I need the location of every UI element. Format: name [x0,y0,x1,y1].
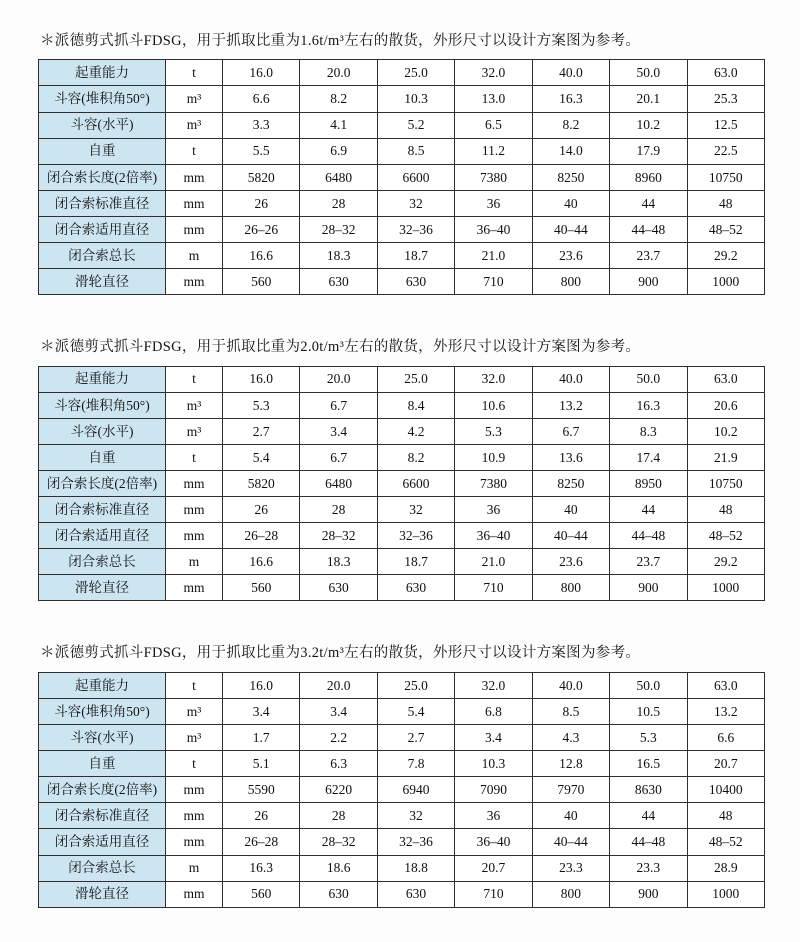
value-cell: 29.2 [687,243,764,269]
value-cell: 8960 [610,164,687,190]
value-cell: 5.4 [377,698,454,724]
value-cell: 14.0 [532,138,609,164]
value-cell: 18.7 [377,549,454,575]
row-unit-cell: m [166,243,223,269]
value-cell: 5820 [223,164,300,190]
value-cell: 36–40 [455,829,532,855]
value-cell: 900 [610,881,687,907]
value-cell: 630 [300,575,377,601]
value-cell: 28 [300,190,377,216]
value-cell: 21.0 [455,243,532,269]
value-cell: 40–44 [532,829,609,855]
value-cell: 26–28 [223,829,300,855]
value-cell: 8.3 [610,418,687,444]
value-cell: 44 [610,803,687,829]
value-cell: 25.0 [377,60,454,86]
table-row [39,216,765,242]
value-cell: 23.6 [532,549,609,575]
value-cell: 12.5 [687,112,764,138]
value-cell: 6480 [300,164,377,190]
row-unit-cell: t [166,366,223,392]
value-cell: 5.4 [223,444,300,470]
table-row [39,855,765,881]
row-unit-cell: m³ [166,86,223,112]
value-cell: 18.7 [377,243,454,269]
row-label-cell: 闭合索总长 [39,855,166,881]
row-label-cell: 滑轮直径 [39,881,166,907]
row-unit-cell: m³ [166,698,223,724]
table-row [39,698,765,724]
row-label-cell: 闭合索标准直径 [39,497,166,523]
value-cell: 18.8 [377,855,454,881]
value-cell: 26–28 [223,523,300,549]
value-cell: 21.9 [687,444,764,470]
value-cell: 1000 [687,575,764,601]
value-cell: 48 [687,190,764,216]
row-label-cell: 闭合索长度(2倍率) [39,164,166,190]
table-row [39,549,765,575]
table-title: ＊派德剪式抓斗FDSG，用于抓取比重为3.2t/m³左右的散货，外形尺寸以设计方案图为参考。 [40,645,641,662]
value-cell: 50.0 [610,60,687,86]
table-row [39,243,765,269]
value-cell: 630 [377,575,454,601]
table-row [39,672,765,698]
value-cell: 6480 [300,471,377,497]
value-cell: 25.0 [377,672,454,698]
row-label-cell: 闭合索适用直径 [39,216,166,242]
value-cell: 5.3 [223,392,300,418]
value-cell: 20.0 [300,672,377,698]
value-cell: 4.3 [532,725,609,751]
table-row [39,725,765,751]
value-cell: 8.4 [377,392,454,418]
value-cell: 22.5 [687,138,764,164]
row-label-cell: 闭合索总长 [39,243,166,269]
value-cell: 3.3 [223,112,300,138]
row-label-cell: 自重 [39,138,166,164]
value-cell: 26 [223,803,300,829]
value-cell: 63.0 [687,672,764,698]
value-cell: 7090 [455,777,532,803]
value-cell: 8950 [610,471,687,497]
row-label-cell: 闭合索标准直径 [39,803,166,829]
row-label-cell: 斗容(水平) [39,725,166,751]
row-unit-cell: t [166,60,223,86]
value-cell: 28–32 [300,216,377,242]
row-label-cell: 闭合索适用直径 [39,523,166,549]
value-cell: 25.3 [687,86,764,112]
row-label-cell: 滑轮直径 [39,575,166,601]
value-cell: 630 [377,881,454,907]
value-cell: 710 [455,575,532,601]
value-cell: 10400 [687,777,764,803]
value-cell: 6940 [377,777,454,803]
table-row [39,60,765,86]
value-cell: 16.3 [610,392,687,418]
value-cell: 5.5 [223,138,300,164]
value-cell: 6.6 [223,86,300,112]
value-cell: 40 [532,497,609,523]
value-cell: 7.8 [377,751,454,777]
row-unit-cell: m [166,855,223,881]
value-cell: 50.0 [610,366,687,392]
value-cell: 10.5 [610,698,687,724]
value-cell: 1000 [687,881,764,907]
value-cell: 8.2 [377,444,454,470]
row-unit-cell: mm [166,523,223,549]
row-unit-cell: mm [166,829,223,855]
value-cell: 48 [687,497,764,523]
row-label-cell: 闭合索适用直径 [39,829,166,855]
value-cell: 11.2 [455,138,532,164]
row-unit-cell: mm [166,216,223,242]
value-cell: 63.0 [687,366,764,392]
table-row [39,86,765,112]
value-cell: 32 [377,497,454,523]
value-cell: 900 [610,575,687,601]
value-cell: 7380 [455,471,532,497]
value-cell: 21.0 [455,549,532,575]
value-cell: 50.0 [610,672,687,698]
value-cell: 8630 [610,777,687,803]
row-label-cell: 起重能力 [39,672,166,698]
row-label-cell: 自重 [39,751,166,777]
table-row [39,190,765,216]
value-cell: 16.5 [610,751,687,777]
row-unit-cell: mm [166,164,223,190]
value-cell: 3.4 [455,725,532,751]
value-cell: 18.3 [300,243,377,269]
table-row [39,777,765,803]
value-cell: 8.5 [532,698,609,724]
table-title: ＊派德剪式抓斗FDSG，用于抓取比重为1.6t/m³左右的散货，外形尺寸以设计方案图为参考。 [40,33,641,49]
value-cell: 36 [455,803,532,829]
value-cell: 6.5 [455,112,532,138]
row-unit-cell: mm [166,575,223,601]
value-cell: 18.6 [300,855,377,881]
value-cell: 36 [455,497,532,523]
value-cell: 44–48 [610,523,687,549]
value-cell: 16.0 [223,60,300,86]
value-cell: 6.7 [300,392,377,418]
spec-table [38,366,765,602]
value-cell: 7380 [455,164,532,190]
value-cell: 25.0 [377,366,454,392]
value-cell: 1.7 [223,725,300,751]
value-cell: 44–48 [610,829,687,855]
table-row [39,497,765,523]
value-cell: 32–36 [377,216,454,242]
row-unit-cell: t [166,672,223,698]
value-cell: 800 [532,575,609,601]
value-cell: 32.0 [455,672,532,698]
table-row [39,366,765,392]
value-cell: 6.6 [687,725,764,751]
value-cell: 48–52 [687,523,764,549]
row-unit-cell: mm [166,190,223,216]
value-cell: 710 [455,269,532,295]
value-cell: 26 [223,497,300,523]
value-cell: 8250 [532,164,609,190]
row-unit-cell: m³ [166,725,223,751]
table-row [39,418,765,444]
row-unit-cell: t [166,444,223,470]
row-unit-cell: mm [166,471,223,497]
value-cell: 20.1 [610,86,687,112]
value-cell: 36–40 [455,523,532,549]
value-cell: 6220 [300,777,377,803]
row-unit-cell: mm [166,497,223,523]
value-cell: 12.8 [532,751,609,777]
value-cell: 10.3 [377,86,454,112]
value-cell: 560 [223,575,300,601]
row-label-cell: 闭合索长度(2倍率) [39,471,166,497]
value-cell: 40 [532,190,609,216]
table-row [39,881,765,907]
value-cell: 3.4 [300,698,377,724]
table-row [39,471,765,497]
value-cell: 16.3 [532,86,609,112]
value-cell: 3.4 [300,418,377,444]
value-cell: 28 [300,803,377,829]
row-unit-cell: mm [166,803,223,829]
table-row [39,164,765,190]
value-cell: 28 [300,497,377,523]
value-cell: 4.1 [300,112,377,138]
row-label-cell: 滑轮直径 [39,269,166,295]
table-row [39,112,765,138]
value-cell: 13.2 [687,698,764,724]
row-label-cell: 斗容(水平) [39,112,166,138]
value-cell: 630 [300,881,377,907]
value-cell: 8.2 [300,86,377,112]
spec-table-section-1 [38,33,765,295]
value-cell: 28–32 [300,523,377,549]
row-label-cell: 自重 [39,444,166,470]
value-cell: 44 [610,497,687,523]
value-cell: 36 [455,190,532,216]
value-cell: 10.9 [455,444,532,470]
table-row [39,751,765,777]
value-cell: 7970 [532,777,609,803]
row-label-cell: 斗容(水平) [39,418,166,444]
value-cell: 800 [532,269,609,295]
row-label-cell: 斗容(堆积角50°) [39,392,166,418]
value-cell: 26–26 [223,216,300,242]
spec-table-section-2 [38,339,765,601]
value-cell: 16.6 [223,549,300,575]
value-cell: 10.6 [455,392,532,418]
table-row [39,575,765,601]
row-label-cell: 闭合索总长 [39,549,166,575]
value-cell: 23.3 [532,855,609,881]
value-cell: 18.3 [300,549,377,575]
value-cell: 29.2 [687,549,764,575]
value-cell: 32–36 [377,523,454,549]
value-cell: 800 [532,881,609,907]
value-cell: 630 [300,269,377,295]
table-row [39,829,765,855]
value-cell: 16.0 [223,366,300,392]
value-cell: 16.6 [223,243,300,269]
value-cell: 17.4 [610,444,687,470]
value-cell: 63.0 [687,60,764,86]
value-cell: 40.0 [532,366,609,392]
value-cell: 5.2 [377,112,454,138]
row-unit-cell: t [166,751,223,777]
row-unit-cell: mm [166,269,223,295]
value-cell: 10750 [687,164,764,190]
value-cell: 20.7 [687,751,764,777]
value-cell: 5.3 [610,725,687,751]
value-cell: 23.6 [532,243,609,269]
value-cell: 5.1 [223,751,300,777]
value-cell: 2.2 [300,725,377,751]
value-cell: 560 [223,881,300,907]
value-cell: 16.0 [223,672,300,698]
row-unit-cell: mm [166,881,223,907]
value-cell: 6.9 [300,138,377,164]
table-row [39,803,765,829]
row-unit-cell: m³ [166,392,223,418]
value-cell: 40–44 [532,216,609,242]
value-cell: 20.0 [300,366,377,392]
value-cell: 6.7 [532,418,609,444]
value-cell: 13.0 [455,86,532,112]
value-cell: 560 [223,269,300,295]
value-cell: 13.2 [532,392,609,418]
value-cell: 10.2 [687,418,764,444]
value-cell: 32.0 [455,60,532,86]
spec-table-section-3 [38,645,765,907]
value-cell: 4.2 [377,418,454,444]
value-cell: 20.6 [687,392,764,418]
value-cell: 32.0 [455,366,532,392]
value-cell: 10.3 [455,751,532,777]
row-label-cell: 起重能力 [39,60,166,86]
row-unit-cell: m³ [166,418,223,444]
row-label-cell: 斗容(堆积角50°) [39,698,166,724]
value-cell: 28–32 [300,829,377,855]
value-cell: 48–52 [687,216,764,242]
value-cell: 48 [687,803,764,829]
value-cell: 6.7 [300,444,377,470]
value-cell: 3.4 [223,698,300,724]
table-row [39,444,765,470]
value-cell: 23.3 [610,855,687,881]
value-cell: 32 [377,190,454,216]
value-cell: 44 [610,190,687,216]
value-cell: 28.9 [687,855,764,881]
value-cell: 23.7 [610,549,687,575]
value-cell: 2.7 [377,725,454,751]
row-unit-cell: m [166,549,223,575]
table-title: ＊派德剪式抓斗FDSG，用于抓取比重为2.0t/m³左右的散货，外形尺寸以设计方案图为参考。 [40,339,641,356]
value-cell: 32–36 [377,829,454,855]
table-row [39,392,765,418]
value-cell: 8250 [532,471,609,497]
value-cell: 10.2 [610,112,687,138]
value-cell: 36–40 [455,216,532,242]
value-cell: 900 [610,269,687,295]
spec-table [38,59,765,295]
value-cell: 2.7 [223,418,300,444]
row-unit-cell: mm [166,777,223,803]
row-unit-cell: t [166,138,223,164]
value-cell: 8.2 [532,112,609,138]
row-label-cell: 闭合索长度(2倍率) [39,777,166,803]
value-cell: 10750 [687,471,764,497]
value-cell: 40–44 [532,523,609,549]
value-cell: 40.0 [532,672,609,698]
table-row [39,138,765,164]
value-cell: 710 [455,881,532,907]
value-cell: 23.7 [610,243,687,269]
value-cell: 32 [377,803,454,829]
value-cell: 6.3 [300,751,377,777]
value-cell: 17.9 [610,138,687,164]
table-row [39,269,765,295]
value-cell: 6.8 [455,698,532,724]
value-cell: 5820 [223,471,300,497]
value-cell: 5590 [223,777,300,803]
value-cell: 26 [223,190,300,216]
value-cell: 5.3 [455,418,532,444]
value-cell: 48–52 [687,829,764,855]
table-row [39,523,765,549]
value-cell: 40.0 [532,60,609,86]
value-cell: 16.3 [223,855,300,881]
value-cell: 8.5 [377,138,454,164]
spec-table [38,672,765,908]
row-label-cell: 闭合索标准直径 [39,190,166,216]
row-label-cell: 起重能力 [39,366,166,392]
value-cell: 44–48 [610,216,687,242]
value-cell: 6600 [377,471,454,497]
row-unit-cell: m³ [166,112,223,138]
value-cell: 40 [532,803,609,829]
value-cell: 630 [377,269,454,295]
value-cell: 20.0 [300,60,377,86]
value-cell: 1000 [687,269,764,295]
value-cell: 13.6 [532,444,609,470]
value-cell: 20.7 [455,855,532,881]
value-cell: 6600 [377,164,454,190]
row-label-cell: 斗容(堆积角50°) [39,86,166,112]
